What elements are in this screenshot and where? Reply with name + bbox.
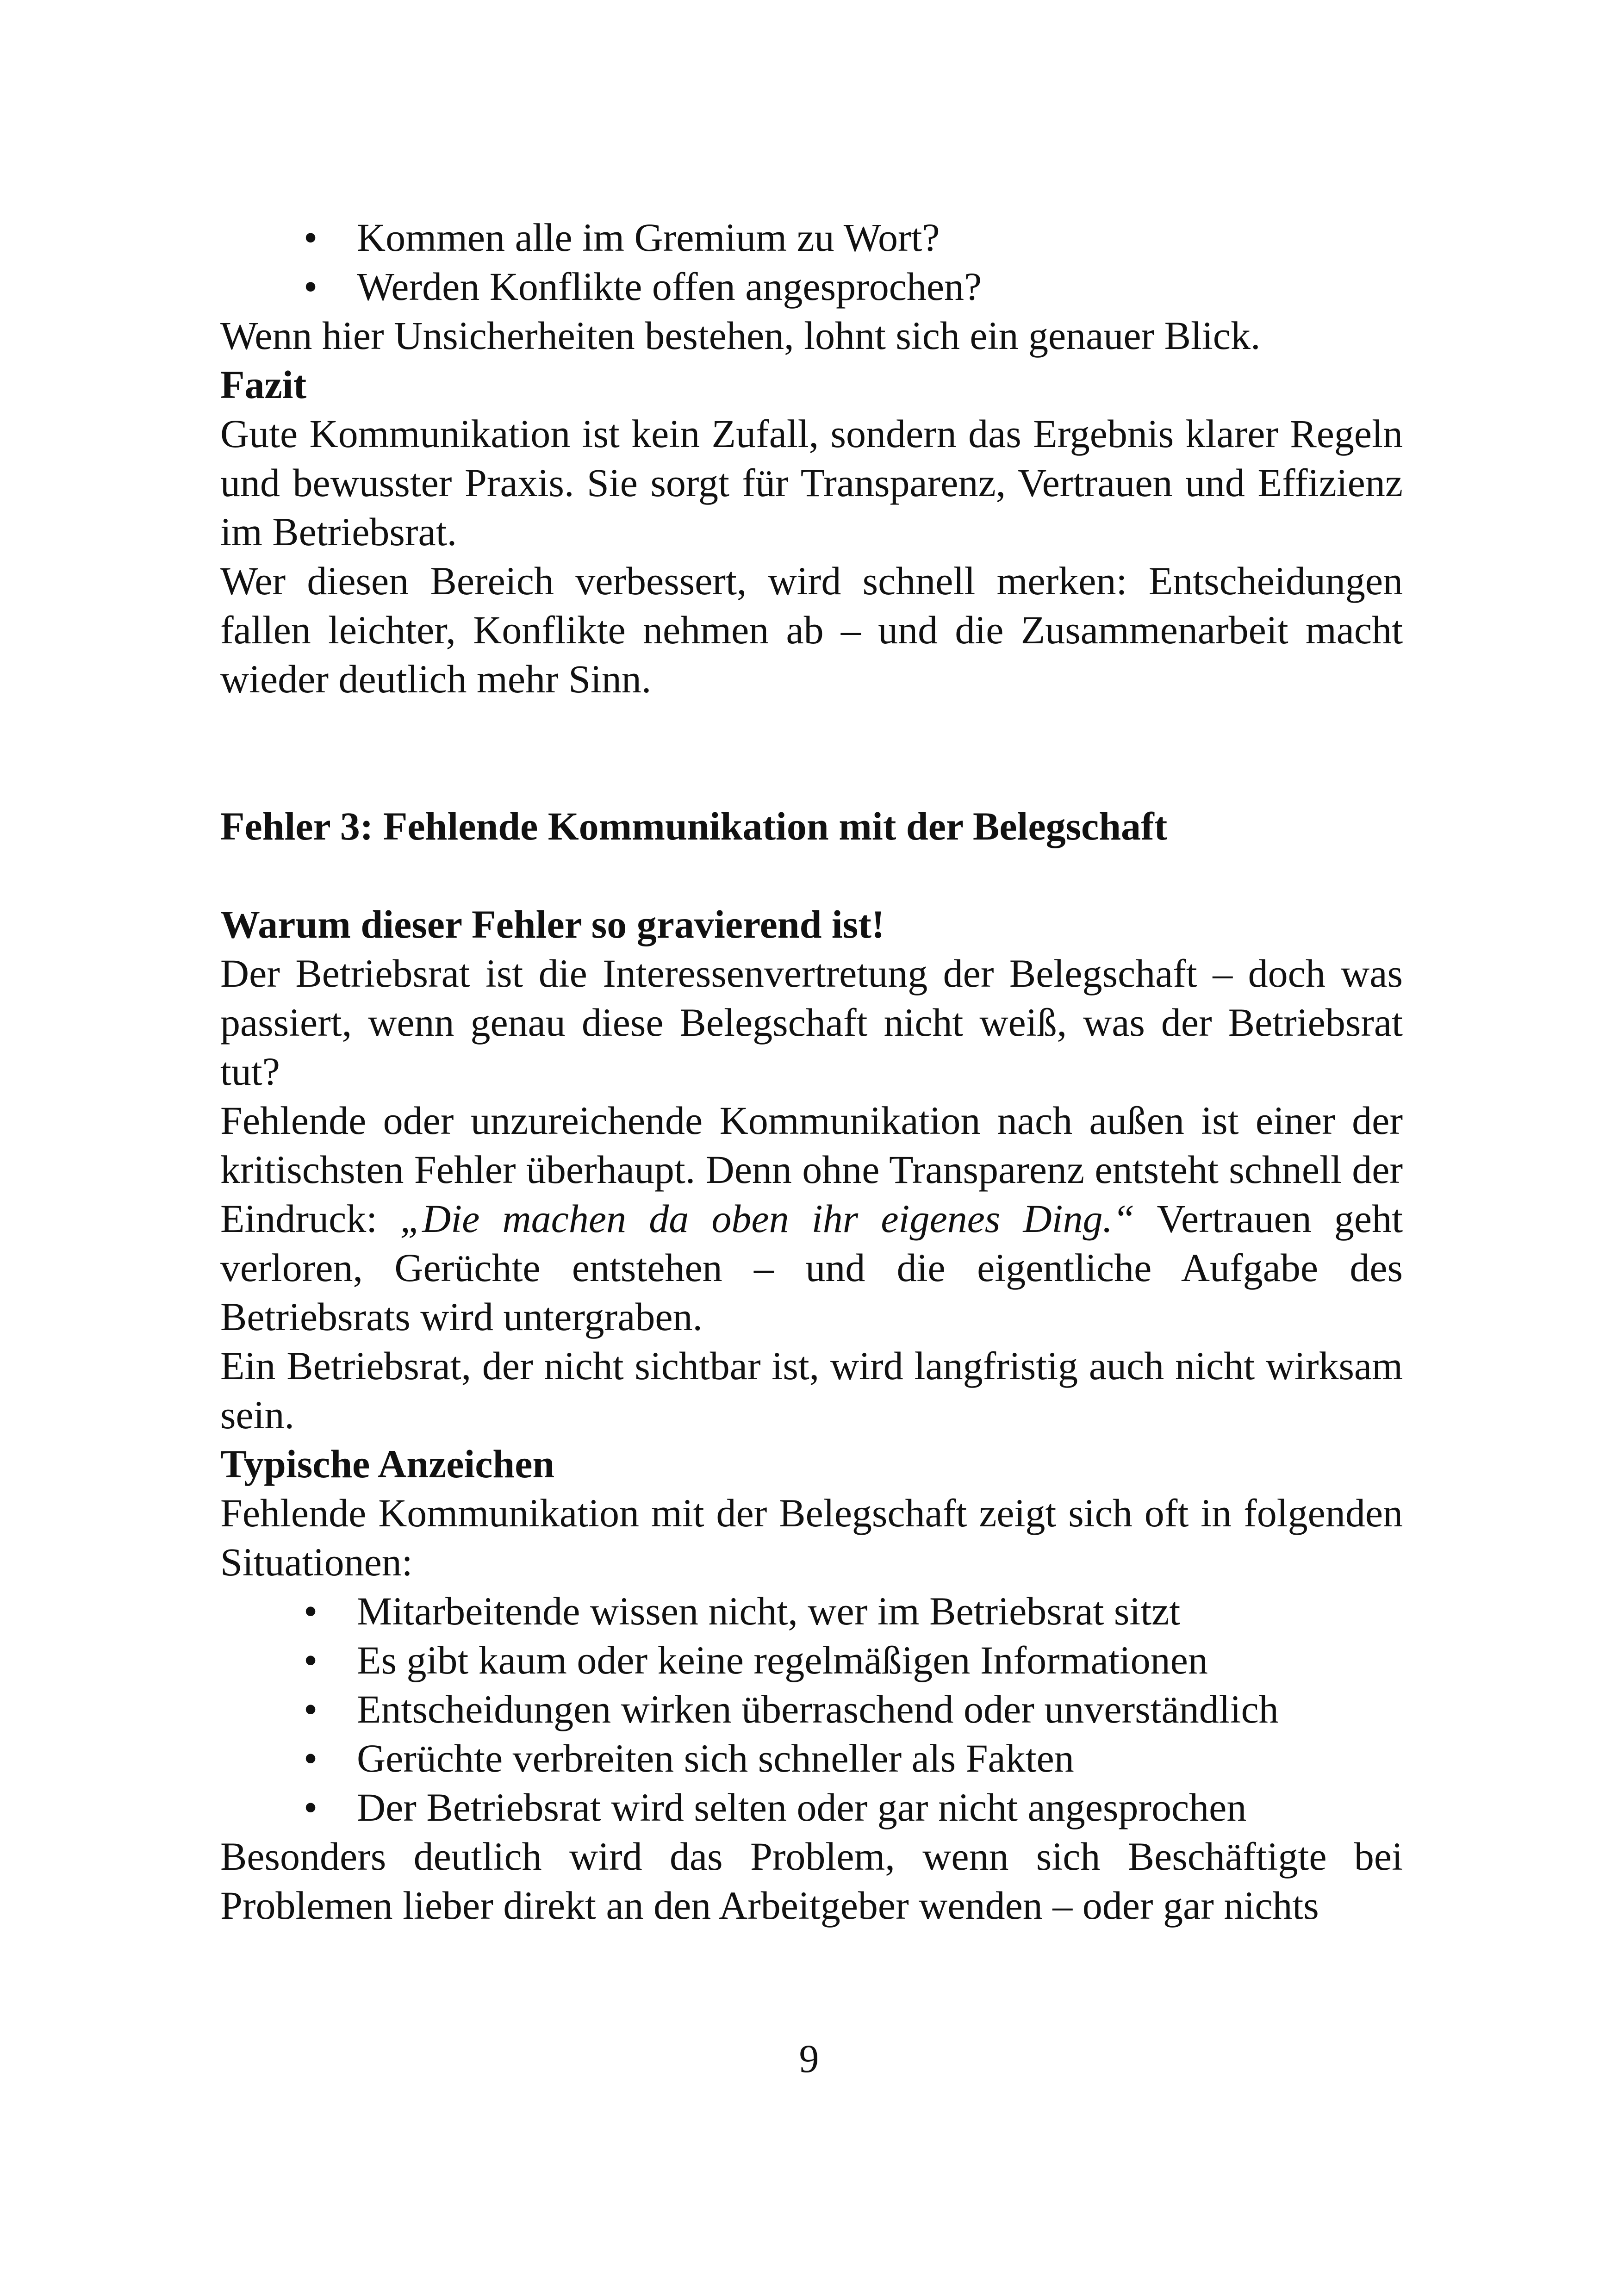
list-item-text: Kommen alle im Gremium zu Wort? [357, 215, 940, 260]
page-body [220, 213, 1403, 1930]
list-item [304, 213, 1403, 262]
list-item [304, 262, 1403, 311]
list-item-text: Gerüchte verbreiten sich schneller als Fakten [357, 1736, 1074, 1780]
list-item-text: Mitarbeitende wissen nicht, wer im Betriebsrat sitzt [357, 1589, 1181, 1633]
quote-text: „Die machen da oben ihr eigenes Ding.“ [400, 1196, 1135, 1241]
bullet-icon: • [304, 1736, 318, 1780]
list-item [304, 1685, 1403, 1734]
list-item-text: Entscheidungen wirken überraschend oder unverständlich [357, 1687, 1279, 1731]
bullet-icon: • [304, 264, 318, 309]
list-item [304, 1734, 1403, 1783]
signs-intro: Fehlende Kommunikation mit der Belegschaft zeigt sich oft in folgenden Situationen: [220, 1491, 1403, 1584]
section-title: Fehler 3: Fehlende Kommunikation mit der Belegschaft [220, 804, 1168, 848]
list-item [304, 1636, 1403, 1685]
page-number: 9 [799, 2036, 819, 2081]
fazit-heading: Fazit [220, 362, 307, 407]
spacer [220, 851, 1403, 900]
checklist-questions [220, 213, 1403, 311]
why-heading: Warum dieser Fehler so gravierend ist! [220, 902, 885, 946]
signs-heading: Typische Anzeichen [220, 1442, 555, 1486]
bullet-icon: • [304, 1589, 318, 1633]
why-paragraph-3: Ein Betriebsrat, der nicht sichtbar ist, wird langfristig auch nicht wirksam sein. [220, 1344, 1403, 1437]
list-item [304, 1587, 1403, 1636]
uncertainty-paragraph: Wenn hier Unsicherheiten bestehen, lohnt sich ein genauer Blick. [220, 313, 1261, 358]
spacer [220, 753, 1403, 802]
why-paragraph-2-text: Fehlende oder unzureichende Kommunikation nach außen ist einer der kritischsten Fehler überhaupt. Denn ohne Transparenz entsteht schnell der Eindruck: [220, 1098, 1403, 1241]
list-item [304, 1783, 1403, 1832]
why-paragraph-1: Der Betriebsrat ist die Interessenvertretung der Belegschaft – doch was passiert, wenn genau diese Belegschaft nicht weiß, was der Betriebsrat tut? [220, 951, 1403, 1094]
list-item-text: Der Betriebsrat wird selten oder gar nicht angesprochen [357, 1785, 1247, 1829]
bullet-icon: • [304, 1687, 318, 1731]
signs-list [220, 1587, 1403, 1832]
bullet-icon: • [304, 215, 318, 260]
fazit-paragraph-1: Gute Kommunikation ist kein Zufall, sondern das Ergebnis klarer Regeln und bewusster Praxis. Sie sorgt für Transparenz, Vertrauen und Effizienz im Betriebsrat. [220, 411, 1403, 554]
bullet-icon: • [304, 1638, 318, 1682]
list-item-text: Es gibt kaum oder keine regelmäßigen Informationen [357, 1638, 1208, 1682]
spacer [220, 703, 1403, 753]
fazit-paragraph-2: Wer diesen Bereich verbessert, wird schnell merken: Entscheidungen fallen leichter, Konflikte nehmen ab – und die Zusammenarbeit macht wieder deutlich mehr Sinn. [220, 559, 1403, 701]
why-paragraph-2 [220, 1096, 1403, 1341]
list-item-text: Werden Konflikte offen angesprochen? [357, 264, 982, 309]
closing-paragraph: Besonders deutlich wird das Problem, wenn sich Beschäftigte bei Problemen lieber direkt an den Arbeitgeber wenden – oder gar nichts [220, 1834, 1403, 1928]
why-paragraph-2-text-end: Vertrauen geht verloren, Gerüchte entstehen – und die eigentliche Aufgabe des Betriebsrats wird untergraben. [220, 1196, 1403, 1339]
bullet-icon: • [304, 1785, 318, 1829]
